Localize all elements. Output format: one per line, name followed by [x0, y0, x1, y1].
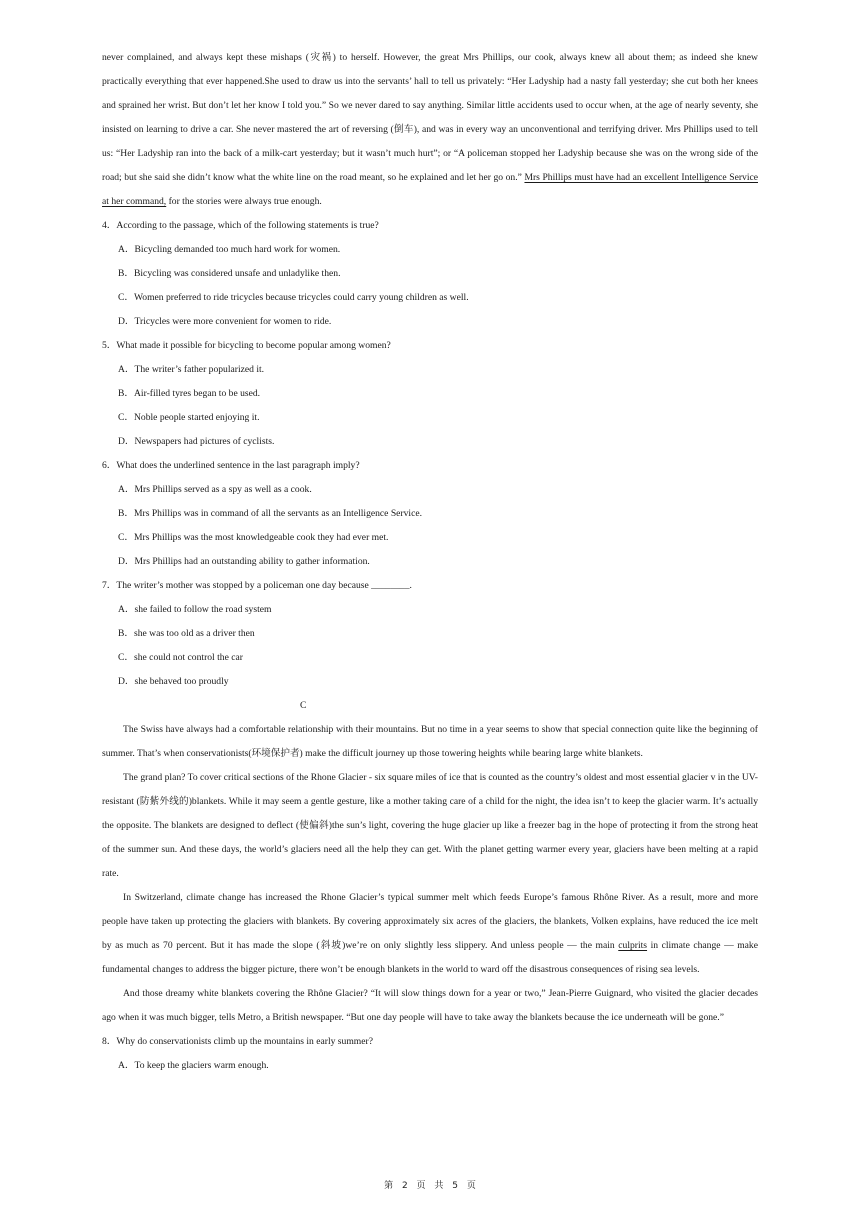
question-5-stem: 5．What made it possible for bicycling to become popular among women?: [102, 340, 391, 351]
question-7-option-c: C．she could not control the car: [118, 652, 243, 663]
question-4-option-d: D．Tricycles were more convenient for women to ride.: [118, 316, 332, 327]
section-c-paragraph-3: [102, 886, 758, 982]
question-4-option-c: C．Women preferred to ride tricycles because tricycles could carry young children as well.: [118, 292, 469, 303]
question-8-option-a: A．To keep the glaciers warm enough.: [118, 1060, 269, 1071]
question-5-option-d: D．Newspapers had pictures of cyclists.: [118, 436, 275, 447]
question-4-option-b: B．Bicycling was considered unsafe and unladylike then.: [118, 268, 341, 279]
question-7-option-a: A．she failed to follow the road system: [118, 604, 272, 615]
paragraph-3-text-end: in climate change — make fundamental changes to address the bigger picture, there won’t be enough blankets in the world to ward off the disastrous consequences of rising sea levels.: [102, 940, 758, 975]
passage-b-text-end: for the stories were always true enough.: [166, 196, 322, 207]
question-6-option-d: D．Mrs Phillips had an outstanding ability to gather information.: [118, 556, 370, 567]
underlined-word-culprits: culprits: [618, 940, 648, 951]
section-c-paragraph-4: And those dreamy white blankets covering the Rhône Glacier? “It will slow things down for a year or two,” Jean-Pierre Guignard, who visited the glacier decades ago when it was much bigger, tells Metro, a British newspaper. “But one day people will have to take away the blankets because the ice underneath will be gone.”: [102, 988, 758, 1023]
question-6-option-b: B．Mrs Phillips was in command of all the servants as an Intelligence Service.: [118, 508, 423, 519]
document-page: [102, 46, 758, 1078]
question-4-option-a: A．Bicycling demanded too much hard work for women.: [118, 244, 341, 255]
paragraph-3-text: In Switzerland, climate change has increased the Rhone Glacier’s typical summer melt which feeds Europe’s famous Rhône River. As a result, more and more people have taken up protecting the glaciers with blankets. By covering approximately six acres of the glaciers, the blankets, Volken explains, have reduced the ice melt by as much as 70 percent. But it has made the slope (斜坡)we’re on only slightly less slippery. And unless people — the main: [102, 892, 758, 951]
page-footer: 第 2 页 共 5 页: [384, 1181, 476, 1191]
passage-b-text: never complained, and always kept these mishaps (灾祸) to herself. However, the great Mrs Phillips, our cook, always knew all about them; as indeed she knew practically everything that ever happened.She used to draw us into the servants’ hall to tell us privately: “Her Ladyship had a nasty fall yesterday; she cut both her knees and sprained her wrist. But don’t let her know I told you.” So we never dared to say anything. Similar little accidents used to occur when, at the age of nearly seventy, she insisted on learning to drive a car. She never mastered the art of reversing (倒车), and was in every way an unconventional and terrifying driver. Mrs Phillips used to tell us: “Her Ladyship ran into the back of a milk-cart yesterday; but it wasn’t much hurt”; or “A policeman stopped her Ladyship because she was on the wrong side of the road; but she said she didn’t know what the white line on the road meant, so he explained and let her go on.”: [102, 52, 758, 183]
question-5-option-a: A．The writer’s father popularized it.: [118, 364, 265, 375]
underlined-sentence: Mrs Phillips must have had an excellent Intelligence Service at her command,: [102, 172, 758, 207]
question-6-option-a: A．Mrs Phillips served as a spy as well as a cook.: [118, 484, 312, 495]
question-7-option-b: B．she was too old as a driver then: [118, 628, 255, 639]
question-5-option-c: C．Noble people started enjoying it.: [118, 412, 260, 423]
question-7-stem: 7．The writer’s mother was stopped by a policeman one day because ________.: [102, 580, 412, 591]
section-c-paragraph-2: The grand plan? To cover critical sections of the Rhone Glacier - six square miles of ice that is counted as the country’s oldest and most essential glacier v in the UV-resistant (防紫外线的)blankets. While it may seem a gentle gesture, like a mother taking care of a child for the night, the idea isn’t to keep the glacier warm. It’s actually the opposite. The blankets are designed to deflect (使偏斜)the sun’s light, covering the huge glacier up like a freezer bag in the hope of protecting it from the strong heat of the summer sun. And these days, the world’s glaciers need all the help they can get. With the planet getting warmer every year, glaciers have been melting at a rapid rate.: [102, 772, 758, 879]
section-c-heading: C: [300, 700, 307, 711]
question-8-stem: 8．Why do conservationists climb up the mountains in early summer?: [102, 1036, 373, 1047]
question-6-option-c: C．Mrs Phillips was the most knowledgeable cook they had ever met.: [118, 532, 389, 543]
section-c-paragraph-1: The Swiss have always had a comfortable relationship with their mountains. But no time in a year seems to show that special connection quite like the beginning of summer. That’s when conservationists(环境保护者) make the difficult journey up those towering heights while bearing large white blankets.: [102, 724, 758, 759]
question-4-stem: 4．According to the passage, which of the following statements is true?: [102, 220, 379, 231]
question-6-stem: 6．What does the underlined sentence in the last paragraph imply?: [102, 460, 360, 471]
question-5-option-b: B．Air-filled tyres began to be used.: [118, 388, 261, 399]
question-7-option-d: D．she behaved too proudly: [118, 676, 229, 687]
passage-b-last-paragraph: [102, 46, 758, 214]
